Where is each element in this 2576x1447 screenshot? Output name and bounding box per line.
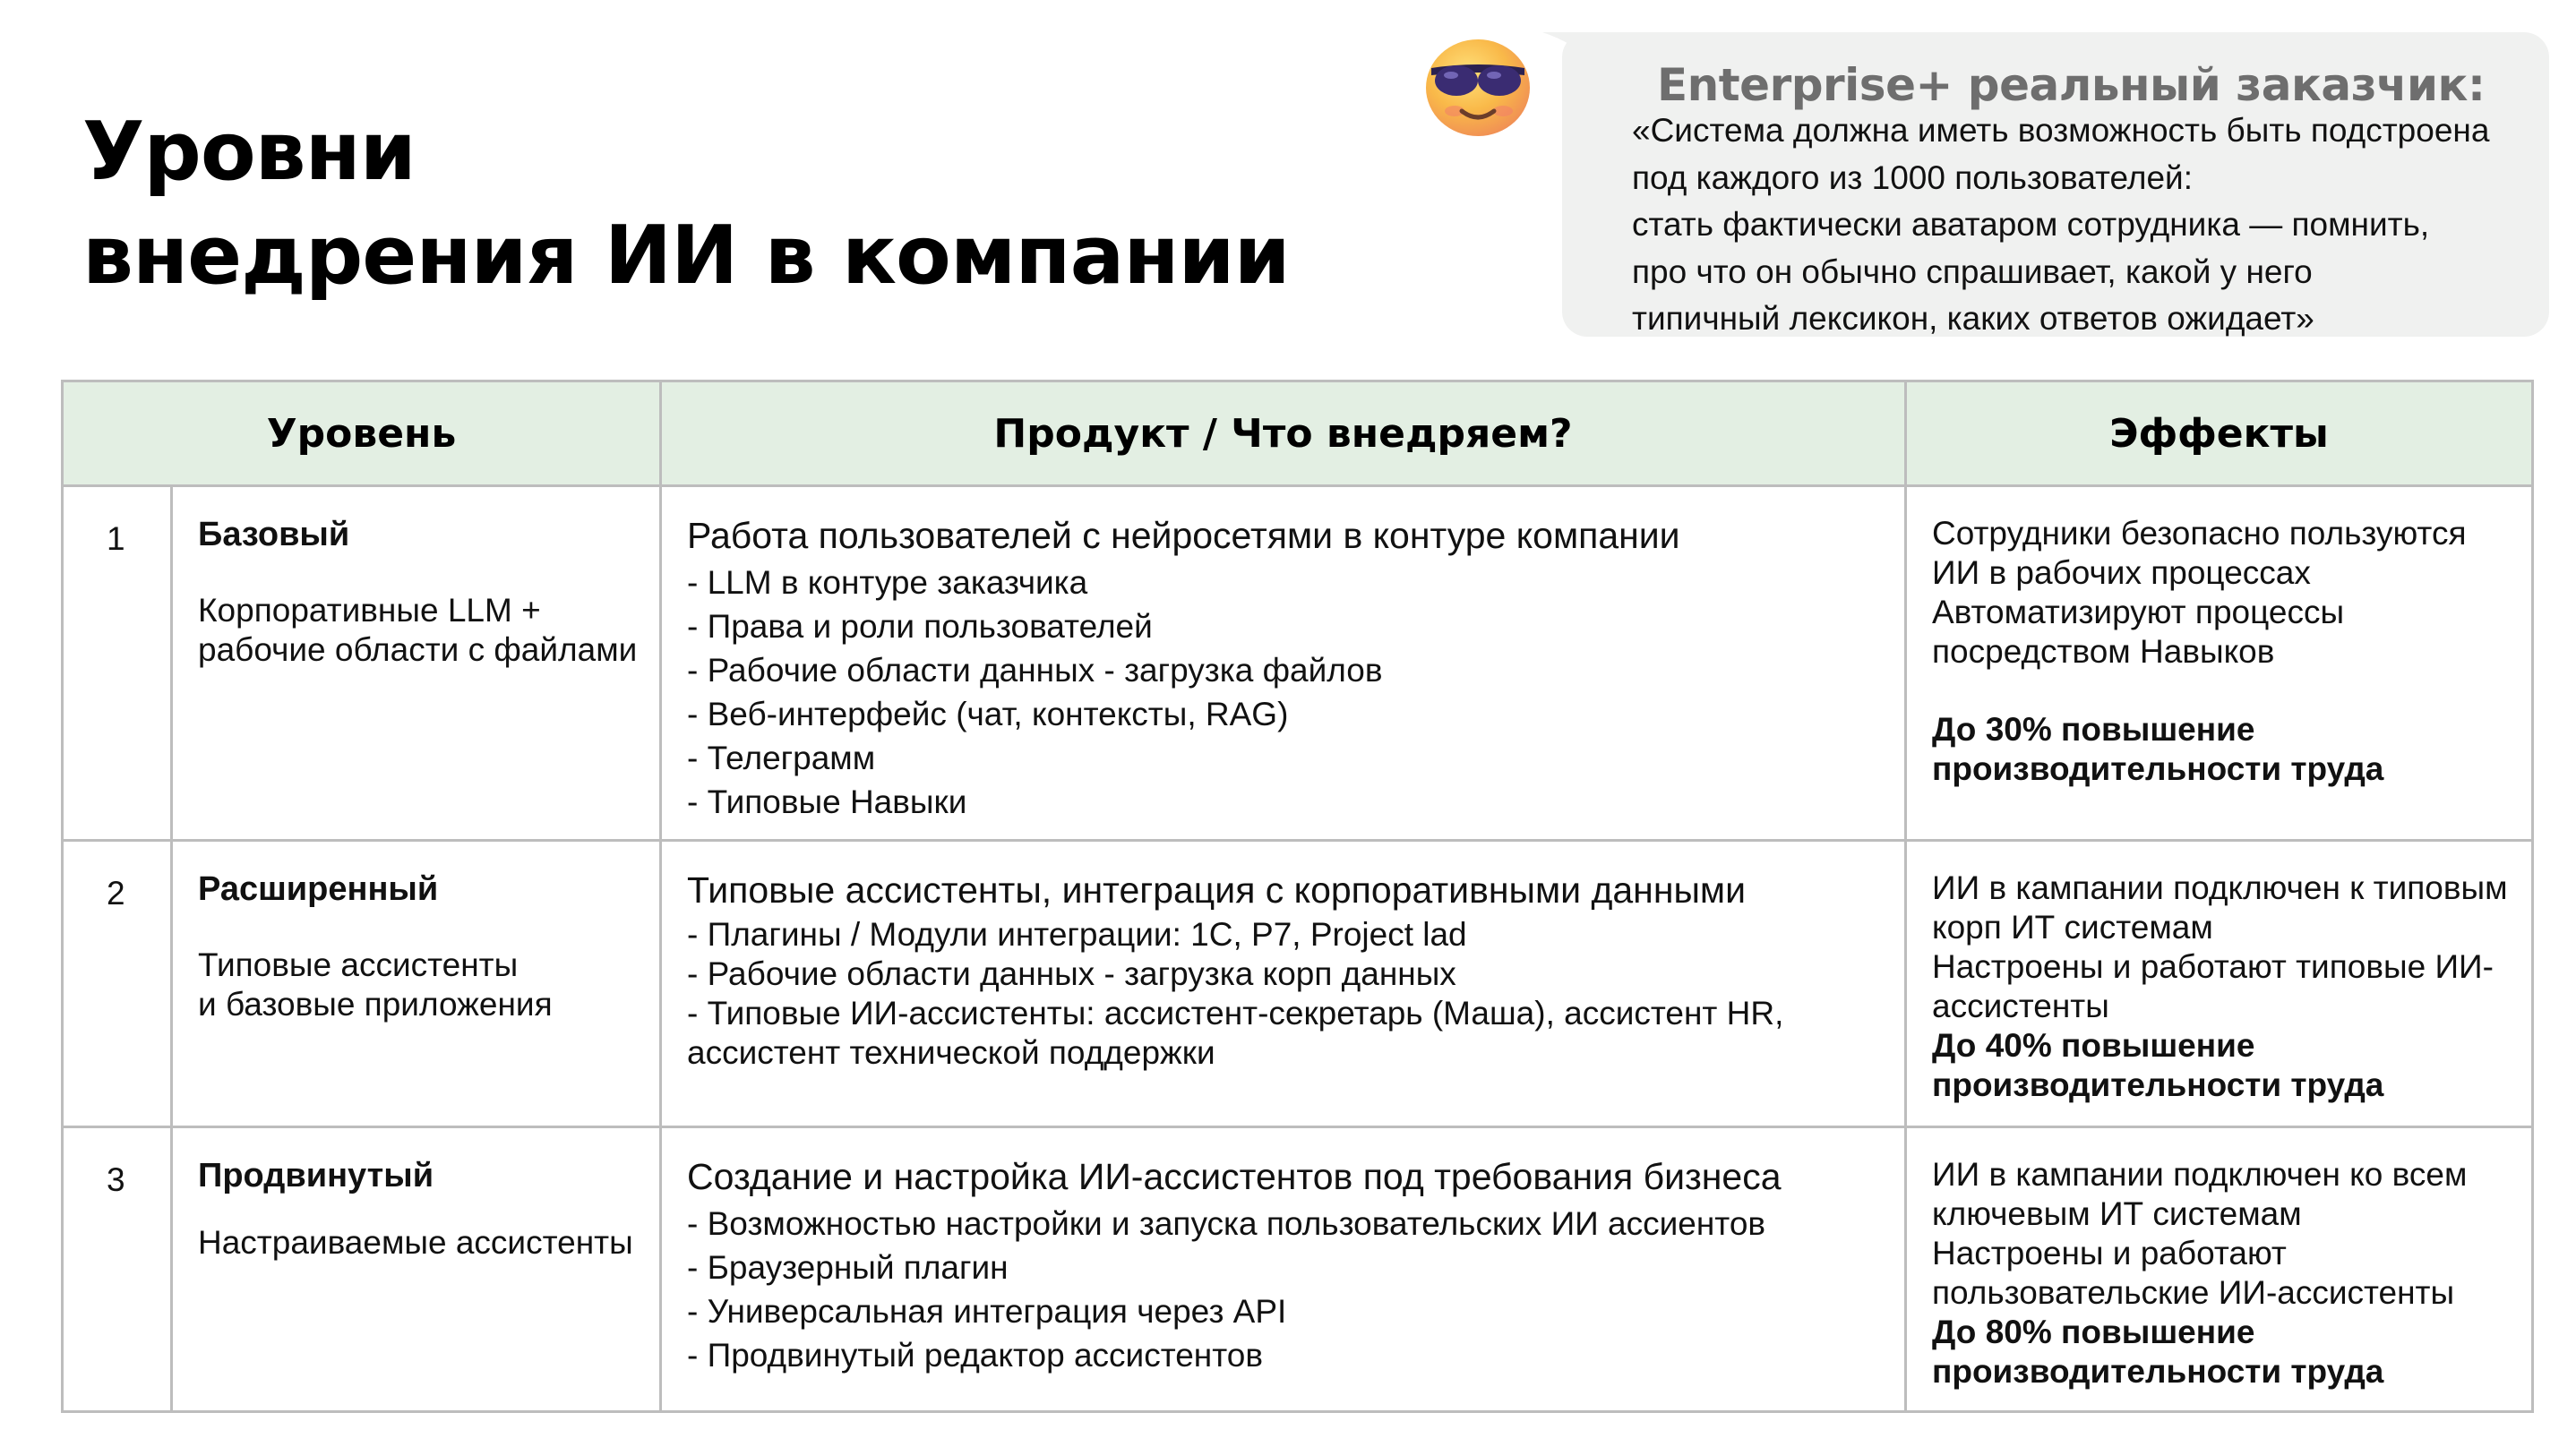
level-name: Продвинутый <box>198 1157 434 1194</box>
effects-highlight: производительности труда <box>1932 1066 2384 1103</box>
effects-cell <box>1906 1127 2533 1412</box>
header-effects: Эффекты <box>1906 381 2533 486</box>
level-cell <box>172 486 661 841</box>
effects-line: ИИ в кампании подключен к типовым <box>1932 869 2508 906</box>
level-description-line: Настраиваемые ассистенты <box>198 1224 633 1261</box>
product-item: - Браузерный плагин <box>687 1249 1009 1286</box>
table-header-row <box>63 381 2533 486</box>
page-title-line: Уровни <box>82 105 416 199</box>
level-description-line: рабочие области с файлами <box>198 631 638 668</box>
quote-line: «Система должна иметь возможность быть подстроена <box>1632 112 2490 149</box>
levels-table <box>61 380 2534 1413</box>
effects-line: корп ИТ системам <box>1932 909 2213 946</box>
effects-line: Настроены и работают <box>1932 1235 2287 1271</box>
effects-highlight: До 30% повышение <box>1932 711 2255 748</box>
page-title <box>82 100 1290 308</box>
level-description <box>198 1223 641 1263</box>
effects-cell <box>1906 486 2533 841</box>
level-description <box>198 591 641 670</box>
product-item: - Права и роли пользователей <box>687 608 1153 645</box>
product-title: Типовые ассистенты, интеграция с корпоративными данными <box>687 869 1747 911</box>
effects-highlight: производительности труда <box>1932 750 2384 787</box>
level-description-line: Типовые ассистенты <box>198 946 519 983</box>
effects-highlight: До 80% повышение <box>1932 1314 2255 1350</box>
product-cell <box>661 486 1906 841</box>
effects-highlight: До 40% повышение <box>1932 1027 2255 1064</box>
quote-line: стать фактически аватаром сотрудника — помнить, <box>1632 206 2430 243</box>
product-item: - Плагины / Модули интеграции: 1С, Р7, Project lad <box>687 916 1467 953</box>
effects-line: Автоматизируют процессы <box>1932 594 2345 630</box>
level-name: Расширенный <box>198 870 439 908</box>
level-number: 3 <box>63 1127 172 1412</box>
quote-line: под каждого из 1000 пользователей: <box>1632 158 2194 196</box>
table-row <box>63 486 2533 841</box>
effects-cell <box>1906 841 2533 1127</box>
product-cell <box>661 841 1906 1127</box>
product-title: Работа пользователей с нейросетями в контуре компании <box>687 515 1680 556</box>
effects-line: Сотрудники безопасно пользуются <box>1932 515 2467 552</box>
effects-line: посредством Навыков <box>1932 633 2275 670</box>
product-item: - Типовые ИИ-ассистенты: ассистент-секретарь (Маша), ассистент HR, <box>687 995 1784 1032</box>
product-item: - Возможностью настройки и запуска пользовательских ИИ ассиентов <box>687 1205 1766 1242</box>
level-number: 1 <box>63 486 172 841</box>
product-item: - Универсальная интеграция через API <box>687 1293 1287 1330</box>
product-item: - Продвинутый редактор ассистентов <box>687 1337 1264 1374</box>
header-product: Продукт / Что внедряем? <box>661 381 1906 486</box>
level-description-line: и базовые приложения <box>198 986 553 1023</box>
effects-line: Настроены и работают типовые ИИ- <box>1932 948 2494 985</box>
product-item: - Телеграмм <box>687 740 876 776</box>
product-item: - Рабочие области данных - загрузка корп данных <box>687 955 1456 992</box>
product-item: - Веб-интерфейс (чат, контексты, RAG) <box>687 696 1289 732</box>
product-item: - LLM в контуре заказчика <box>687 564 1088 601</box>
quote-title: Enterprise+ реальный заказчик: <box>1657 59 2486 111</box>
effects-line: ключевым ИТ системам <box>1932 1195 2302 1232</box>
effects-line: ассистенты <box>1932 988 2109 1024</box>
table-row <box>63 841 2533 1127</box>
header-level: Уровень <box>63 381 661 486</box>
product-item: - Типовые Навыки <box>687 783 967 820</box>
product-item: - Рабочие области данных - загрузка файлов <box>687 652 1383 689</box>
level-description-line: Корпоративные LLM + <box>198 592 541 629</box>
page-title-line: внедрения ИИ в компании <box>82 209 1290 303</box>
level-name: Базовый <box>198 516 350 553</box>
level-cell <box>172 841 661 1127</box>
quote-line: про что он обычно спрашивает, какой у него <box>1632 253 2313 290</box>
sunglasses-emoji-icon <box>1422 34 1533 138</box>
effects-line: ИИ в рабочих процессах <box>1932 554 2311 591</box>
product-title: Создание и настройка ИИ-ассистентов под требования бизнеса <box>687 1156 1782 1197</box>
level-number: 2 <box>63 841 172 1127</box>
effects-line: ИИ в кампании подключен ко всем <box>1932 1156 2468 1193</box>
level-description <box>198 946 641 1024</box>
level-cell <box>172 1127 661 1412</box>
table-row <box>63 1127 2533 1412</box>
quote-line: типичный лексикон, каких ответов ожидает» <box>1632 300 2314 337</box>
quote-text <box>1632 107 2537 343</box>
product-cell <box>661 1127 1906 1412</box>
product-item-continuation: ассистент технической поддержки <box>687 1034 1215 1071</box>
effects-line: пользовательские ИИ-ассистенты <box>1932 1274 2455 1311</box>
effects-highlight: производительности труда <box>1932 1353 2384 1390</box>
